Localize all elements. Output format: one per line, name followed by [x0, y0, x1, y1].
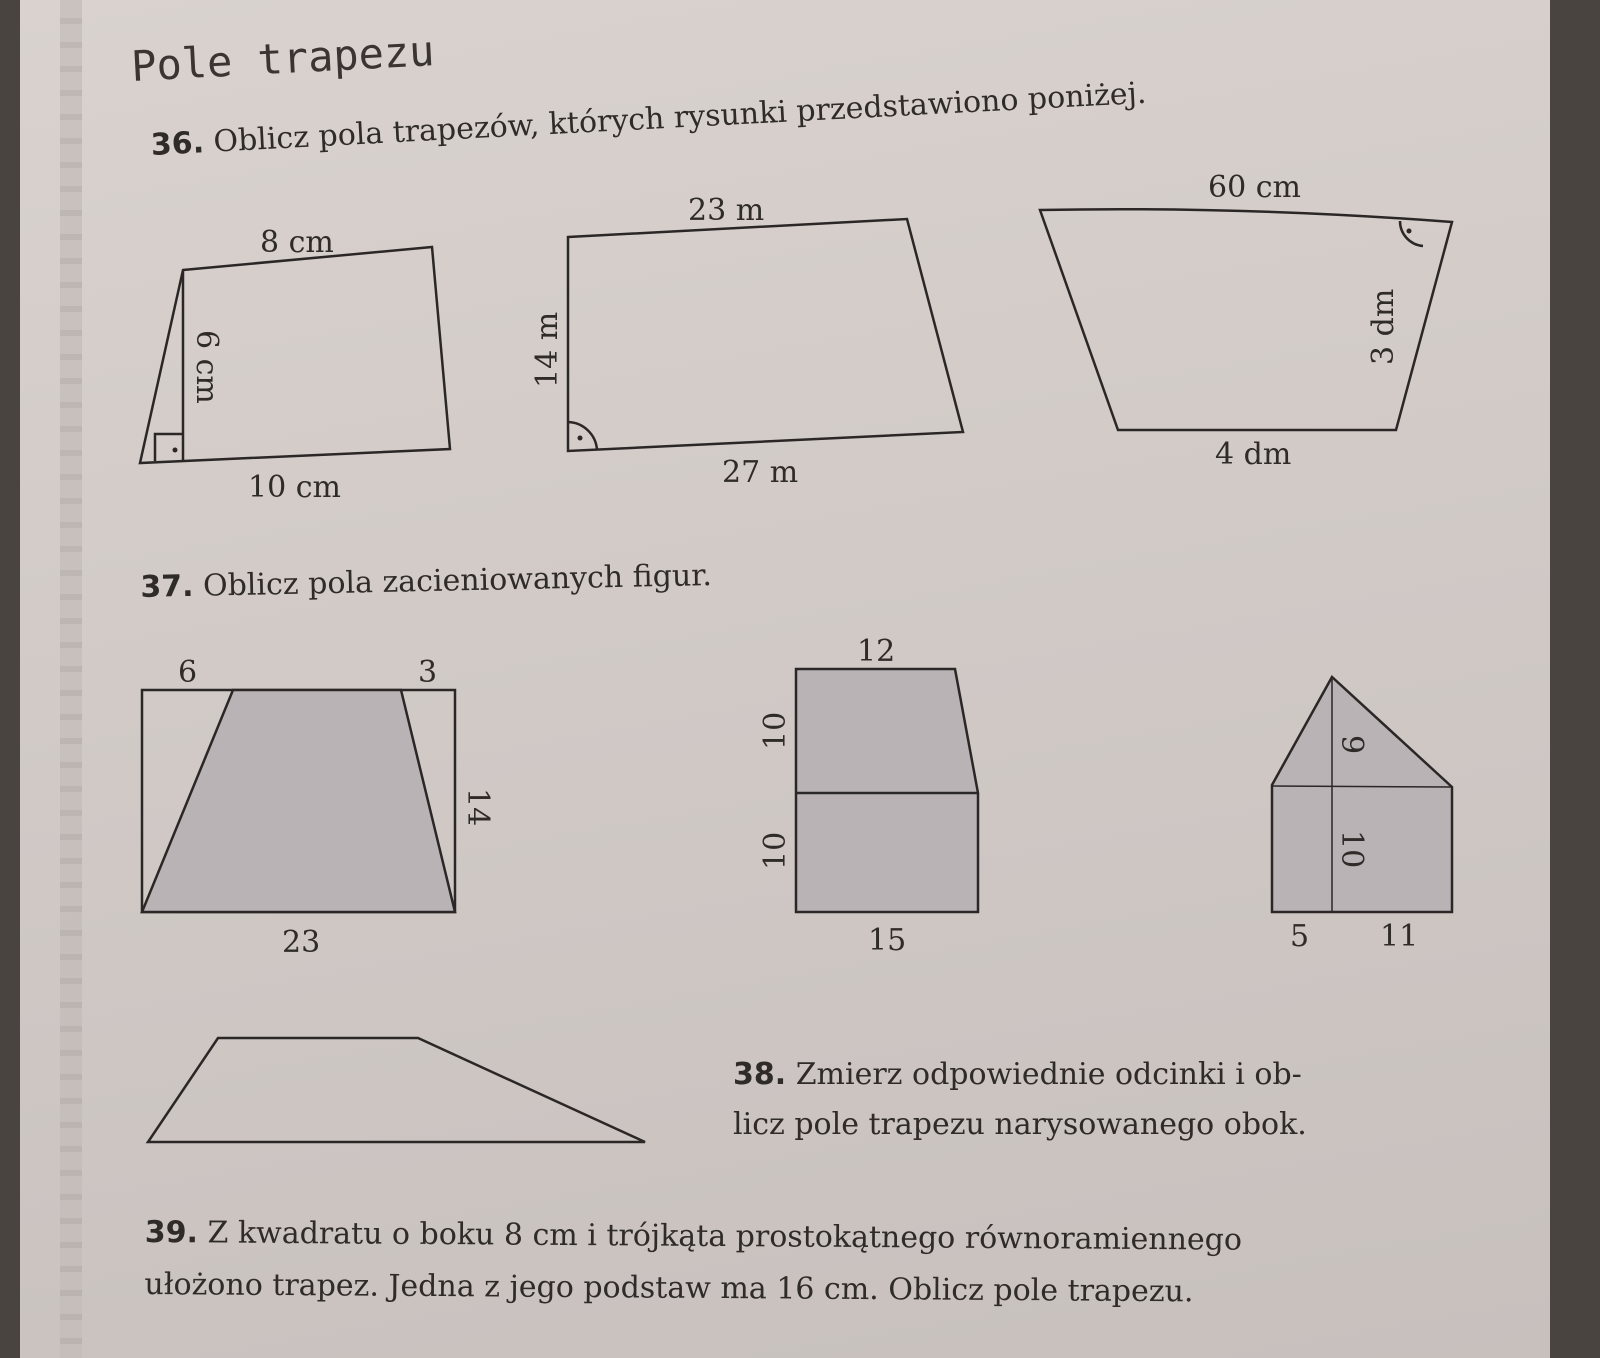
ex37-fig3-triangle-height-label: 9: [1334, 735, 1369, 755]
ex36-fig3-right-angle: [1400, 221, 1423, 246]
ex37-fig1-left-label: 6: [178, 655, 198, 690]
ex37-fig2-top-label: 12: [857, 634, 896, 669]
ex37-fig3-right-width-label: 11: [1380, 919, 1419, 954]
ex37-fig2-shaded-figure: [796, 669, 978, 912]
ex36-trapezoid-1: [140, 247, 450, 463]
ex36-fig1-right-angle-dot: [173, 448, 178, 453]
ex37-fig1-shaded-trapezoid: [142, 690, 455, 912]
ex36-fig3-top-label: 60 cm: [1208, 170, 1301, 205]
exercise-38-number: 38.: [733, 1057, 787, 1092]
ex36-fig2-top-label: 23 m: [688, 193, 765, 228]
ex37-fig2-lower-height-label: 10: [758, 831, 793, 870]
ex37-fig3-left-width-label: 5: [1290, 919, 1310, 954]
exercise-38-text-1: Zmierz odpowiednie odcinki i ob-: [795, 1057, 1302, 1092]
section-title: Pole trapezu: [130, 26, 436, 91]
ex36-fig2-right-angle: [568, 422, 597, 450]
ex37-fig3-divider: [1272, 786, 1452, 787]
ex38-trapezoid: [148, 1038, 645, 1142]
exercise-36-number: 36.: [150, 125, 205, 163]
ex36-fig2-bottom-label: 27 m: [722, 455, 799, 490]
ex36-fig1-top-label: 8 cm: [260, 225, 334, 260]
ex36-fig1-height-label: 6 cm: [189, 330, 224, 404]
ex36-fig1-bottom-label: 10 cm: [248, 470, 341, 505]
exercise-37-number: 37.: [140, 568, 194, 605]
ex36-fig3-right-angle-dot: [1407, 229, 1412, 234]
exercise-37-text: Oblicz pola zacieniowanych figur.: [202, 558, 713, 604]
exercise-39-number: 39.: [144, 1214, 199, 1251]
ex37-fig1-bottom-label: 23: [282, 925, 321, 960]
exercise-39-text-1: Z kwadratu o boku 8 cm i trójkąta prostokątnego równoramiennego: [207, 1215, 1243, 1258]
ex37-fig1-height-label: 14: [460, 788, 495, 827]
ex37-fig3-shaded-house: [1272, 677, 1452, 912]
ex36-fig1-right-angle: [155, 434, 183, 461]
ex36-fig2-height-label: 14 m: [530, 311, 565, 388]
ex37-fig2-upper-height-label: 10: [758, 711, 793, 750]
ex37-fig3-rect-height-label: 10: [1334, 830, 1369, 869]
ex36-trapezoid-2: [568, 219, 963, 451]
ex36-fig3-bottom-label: 4 dm: [1215, 437, 1292, 472]
ex37-fig1-right-label: 3: [418, 655, 438, 690]
exercise-39-text-2: ułożono trapez. Jedna z jego podstaw ma 16 cm. Oblicz pole trapezu.: [144, 1266, 1194, 1310]
ex37-fig2-bottom-label: 15: [868, 923, 907, 958]
ex36-fig3-height-label: 3 dm: [1366, 288, 1401, 365]
exercise-36-text: Oblicz pola trapezów, których rysunki przedstawiono poniżej.: [212, 75, 1148, 160]
exercise-38-text-2: licz pole trapezu narysowanego obok.: [733, 1107, 1307, 1142]
ex36-fig2-right-angle-dot: [578, 436, 583, 441]
